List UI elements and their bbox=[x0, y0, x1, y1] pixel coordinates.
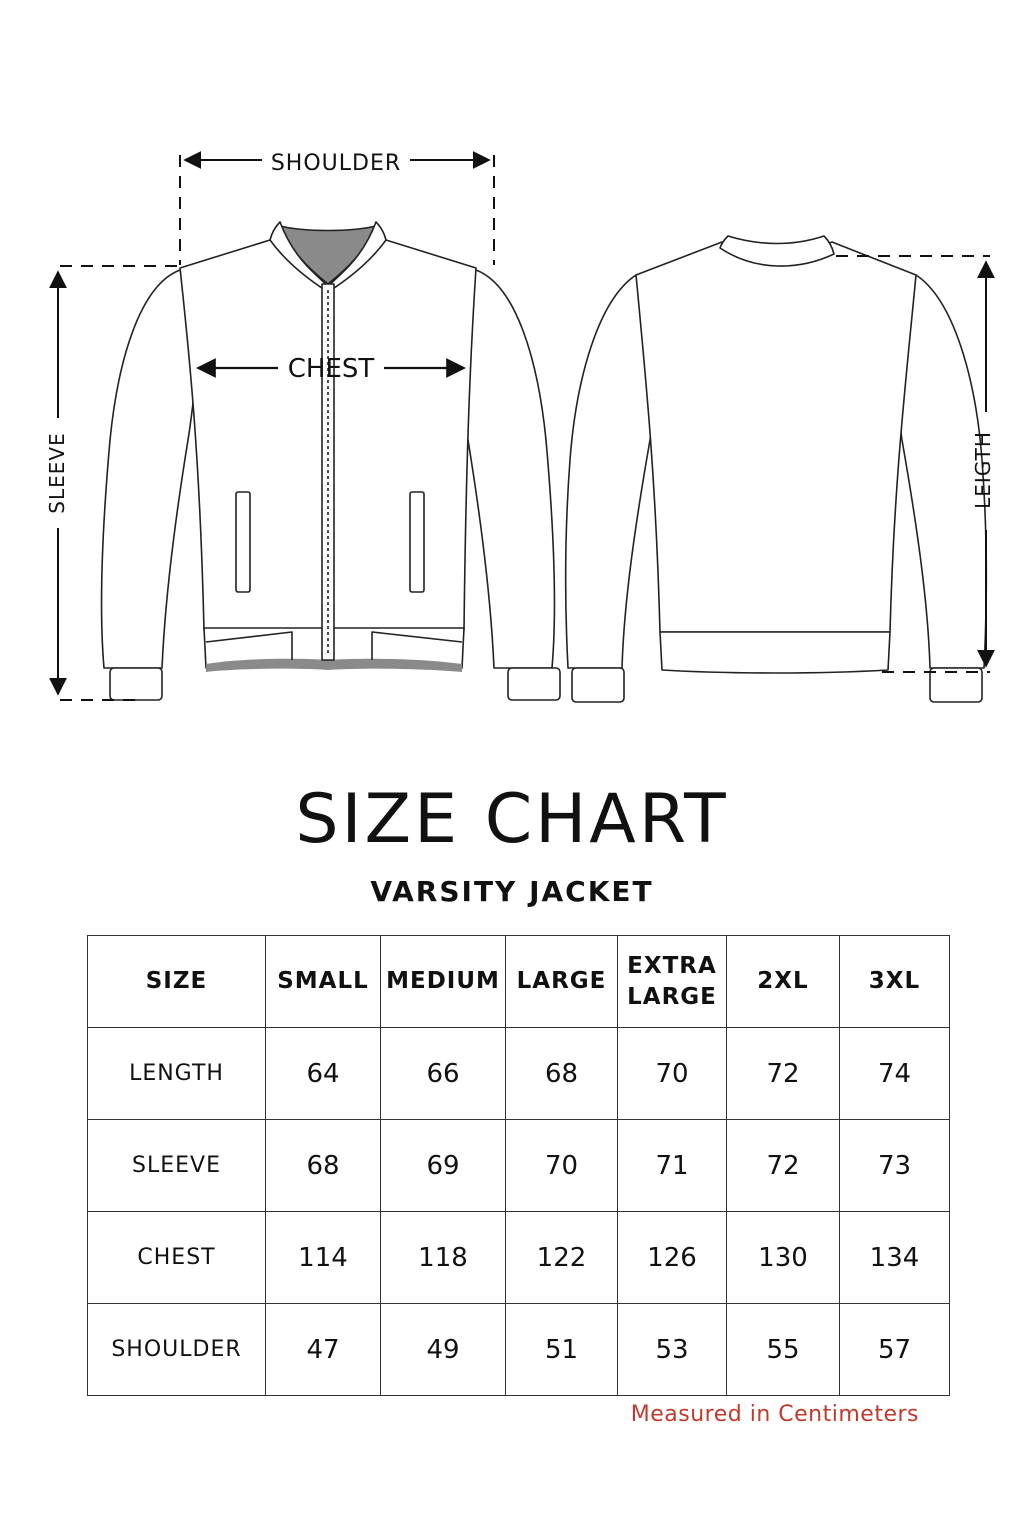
units-footnote: Measured in Centimeters bbox=[630, 1402, 919, 1427]
table-cell: 69 bbox=[381, 1120, 506, 1212]
back-body bbox=[636, 242, 916, 632]
header-cell-small: SMALL bbox=[266, 936, 381, 1028]
table-cell: 70 bbox=[618, 1028, 727, 1120]
row-label: CHEST bbox=[88, 1212, 266, 1304]
sleeve-label: SLEEVE bbox=[45, 432, 69, 514]
table-cell: 122 bbox=[506, 1212, 618, 1304]
table-cell: 66 bbox=[381, 1028, 506, 1120]
table-row-sleeve bbox=[88, 1120, 950, 1212]
table-cell: 55 bbox=[727, 1304, 840, 1396]
shoulder-label: SHOULDER bbox=[270, 151, 402, 176]
header-cell-extra-large: EXTRA LARGE bbox=[618, 936, 727, 1028]
table-cell: 74 bbox=[840, 1028, 950, 1120]
table-row-shoulder bbox=[88, 1304, 950, 1396]
table-cell: 64 bbox=[266, 1028, 381, 1120]
table-cell: 118 bbox=[381, 1212, 506, 1304]
back-left-cuff bbox=[572, 668, 624, 702]
table-cell: 57 bbox=[840, 1304, 950, 1396]
table-cell: 134 bbox=[840, 1212, 950, 1304]
header-cell-medium: MEDIUM bbox=[381, 936, 506, 1028]
jacket-back-view bbox=[566, 236, 987, 702]
front-right-cuff bbox=[508, 668, 560, 700]
table-cell: 68 bbox=[506, 1028, 618, 1120]
table-cell: 72 bbox=[727, 1120, 840, 1212]
table-cell: 73 bbox=[840, 1120, 950, 1212]
header-cell-2xl: 2XL bbox=[727, 936, 840, 1028]
table-row-chest bbox=[88, 1212, 950, 1304]
size-chart-table bbox=[87, 935, 950, 1396]
row-label: SHOULDER bbox=[88, 1304, 266, 1396]
row-label: LENGTH bbox=[88, 1028, 266, 1120]
sleeve-dimension bbox=[45, 272, 69, 694]
front-left-cuff bbox=[110, 668, 162, 700]
chest-label: CHEST bbox=[287, 354, 375, 384]
front-left-pocket bbox=[236, 492, 250, 592]
table-header-row bbox=[88, 936, 950, 1028]
table-row-length bbox=[88, 1028, 950, 1120]
table-cell: 72 bbox=[727, 1028, 840, 1120]
back-right-cuff bbox=[930, 668, 982, 702]
header-cell-3xl: 3XL bbox=[840, 936, 950, 1028]
page-subtitle: VARSITY JACKET bbox=[370, 875, 654, 908]
header-cell-large: LARGE bbox=[506, 936, 618, 1028]
table-cell: 114 bbox=[266, 1212, 381, 1304]
page-title: SIZE CHART bbox=[295, 780, 729, 859]
table-cell: 51 bbox=[506, 1304, 618, 1396]
table-cell: 68 bbox=[266, 1120, 381, 1212]
row-label: SLEEVE bbox=[88, 1120, 266, 1212]
header-cell-size: SIZE bbox=[88, 936, 266, 1028]
table-cell: 126 bbox=[618, 1212, 727, 1304]
length-label: LEIGTH bbox=[971, 431, 995, 509]
jacket-front-view bbox=[102, 222, 560, 700]
table-cell: 70 bbox=[506, 1120, 618, 1212]
table-cell: 130 bbox=[727, 1212, 840, 1304]
table-cell: 47 bbox=[266, 1304, 381, 1396]
table-cell: 49 bbox=[381, 1304, 506, 1396]
back-waistband bbox=[660, 632, 890, 673]
shoulder-dimension bbox=[185, 151, 489, 176]
table-cell: 53 bbox=[618, 1304, 727, 1396]
jacket-measurement-diagram bbox=[0, 0, 1024, 760]
front-right-pocket bbox=[410, 492, 424, 592]
table-cell: 71 bbox=[618, 1120, 727, 1212]
